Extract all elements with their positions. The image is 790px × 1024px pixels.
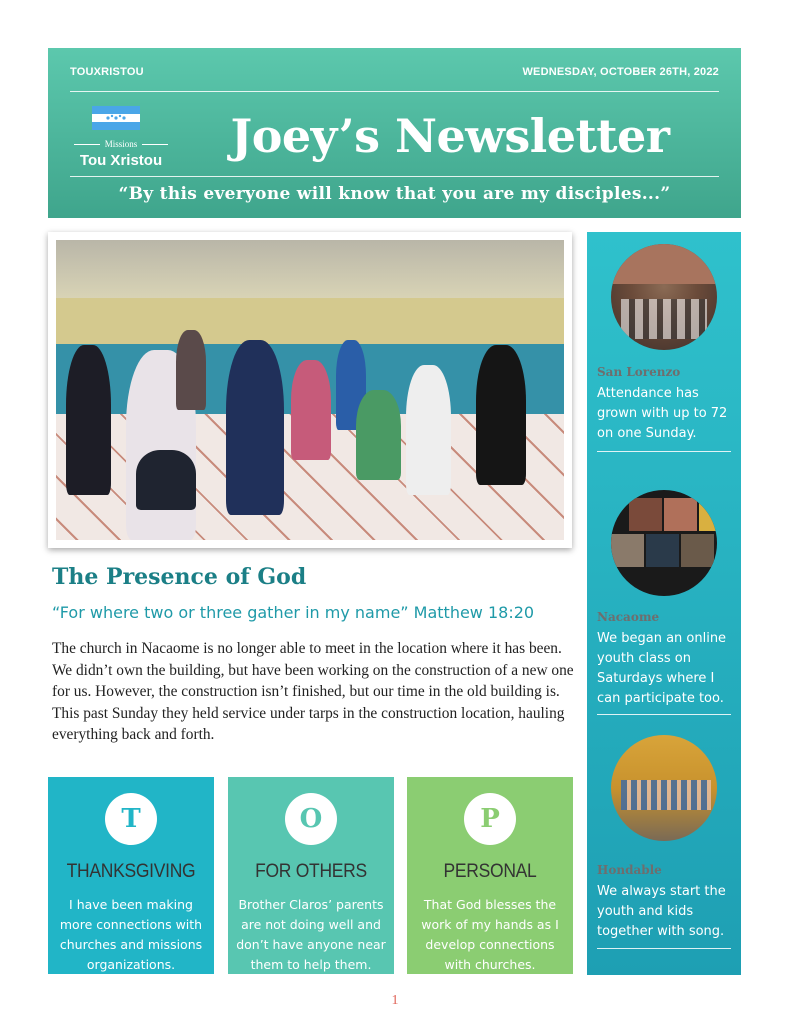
for-others-card <box>228 777 394 974</box>
sidebar-location-name: San Lorenzo <box>597 365 681 379</box>
header-quote: “By this everyone will know that you are my disciples...” <box>118 184 671 204</box>
sidebar-divider <box>597 451 731 452</box>
card-letter-t: T <box>105 793 157 845</box>
issue-date: WEDNESDAY, OCTOBER 26TH, 2022 <box>522 66 719 78</box>
newsletter-title: Joey’s Newsletter <box>230 109 670 163</box>
card-heading: PERSONAL <box>443 861 537 882</box>
newsletter-header <box>48 48 741 218</box>
header-topline <box>70 66 719 82</box>
card-heading: THANKSGIVING <box>66 861 196 882</box>
header-divider-top <box>70 91 719 92</box>
sidebar <box>587 232 741 975</box>
card-letter-p: P <box>464 793 516 845</box>
hondable-youth-photo <box>611 735 717 841</box>
sidebar-location-name: Nacaome <box>597 610 660 624</box>
personal-card <box>407 777 573 974</box>
sidebar-divider <box>597 714 731 715</box>
card-text: I have been making more connections with churches and missions organizations. <box>59 897 203 972</box>
sidebar-location-text: Attendance has grown with up to 72 on one Sunday. <box>597 386 728 441</box>
org-name: TOUXRISTOU <box>70 66 144 78</box>
article-subtitle: “For where two or three gather in my name” Matthew 18:20 <box>52 603 535 622</box>
header-divider-bottom <box>70 176 719 177</box>
logo-missions-label: Missions <box>66 139 176 149</box>
sidebar-location-text: We always start the youth and kids together with song. <box>597 884 726 939</box>
missions-logo <box>66 104 176 170</box>
card-letter-o: O <box>285 793 337 845</box>
thanksgiving-card <box>48 777 214 974</box>
card-heading: FOR OTHERS <box>255 861 367 882</box>
card-text: That God blesses the work of my hands as I develop connections with churches. <box>421 897 559 972</box>
sidebar-location-text: We began an online youth class on Saturdays where I can participate too. <box>597 631 727 706</box>
logo-brand-name: Tou Xristou <box>79 152 163 169</box>
card-text: Brother Claros’ parents are not doing well and don’t have anyone near them to help them. <box>236 897 386 972</box>
sidebar-divider <box>597 948 731 949</box>
honduras-flag-icon <box>92 106 140 130</box>
page-number: 1 <box>391 993 399 1008</box>
main-photo-frame <box>48 232 572 548</box>
sidebar-location-name: Hondable <box>597 863 662 877</box>
article-title: The Presence of God <box>52 564 307 590</box>
san-lorenzo-photo <box>611 244 717 350</box>
article-body: The church in Nacaome is no longer able to meet in the location where it has been. We didn’t own the building, but have been working on the construction of a new one for us. However, the construction isn’t finished, but our time in the old building is. This past Sunday they held service under tarps in the construction location, hauling everything back and forth. <box>52 640 574 744</box>
church-gathering-photo <box>56 240 564 540</box>
nacaome-online-class-photo <box>611 490 717 596</box>
